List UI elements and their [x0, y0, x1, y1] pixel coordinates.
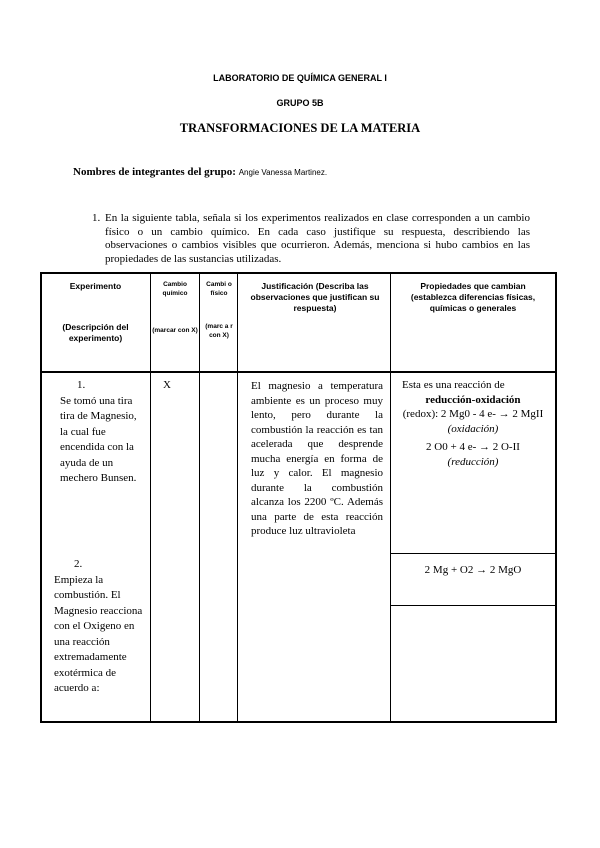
- prop-redox: (redox): 2 Mg0 - 4 e- → 2 MgII: [402, 408, 544, 420]
- instruction: [92, 212, 530, 266]
- header-physical-sub: (marc a r con X): [205, 323, 233, 339]
- members-value: Angie Vanessa Martinez.: [238, 168, 328, 177]
- chemical-mark: X: [163, 379, 171, 391]
- header-chemical-sub: (marcar con X): [152, 327, 198, 334]
- column-divider: [150, 272, 151, 723]
- overall-equation: 2 Mg + O2 → 2 MgO: [424, 564, 522, 576]
- column-divider: [199, 272, 200, 723]
- experiment-cell: [60, 378, 146, 487]
- table-border-top: [40, 272, 556, 274]
- header-physical: Cambi o físico: [206, 281, 232, 297]
- row-divider: [390, 553, 556, 554]
- properties-cell: [394, 378, 552, 469]
- header-experiment: Experimento: [69, 281, 122, 291]
- prop-oxidation: (oxidación): [447, 422, 499, 435]
- prop-reduction-eq: 2 O0 + 4 e- → 2 O-II: [426, 441, 520, 453]
- instruction-number: 1.: [92, 212, 101, 224]
- table-border-left: [40, 272, 42, 723]
- step1-text: Se tomó una tira tira de Magnesio, la cual fue encendida con la ayuda de un mechero Bunsen.: [60, 394, 137, 484]
- members-line: [73, 166, 327, 178]
- row-divider: [390, 605, 556, 606]
- prop-bold: reducción-oxidación: [425, 393, 521, 406]
- lab-title: LABORATORIO DE QUÍMICA GENERAL I: [213, 73, 387, 83]
- column-divider: [237, 272, 238, 723]
- prop-intro: Esta es una reacción de: [402, 379, 505, 391]
- header-chemical: Cambio químico: [162, 281, 188, 297]
- justification-cell: El magnesio a temperatura ambiente es un proceso muy lento, pero durante la combustión la reacción es tan acelerada que desprende mucha energía en forma de luz y calor. El magnesio durante la combustión alcanza los 2200 ºC. Además una parte de esta reacción produce luz ultravioleta: [251, 380, 383, 537]
- document-title: TRANSFORMACIONES DE LA MATERIA: [179, 121, 421, 135]
- prop-reduction: (reducción): [447, 455, 499, 468]
- step1-number: 1.: [77, 379, 86, 391]
- group-title: GRUPO 5B: [276, 98, 324, 108]
- table-border-bottom: [40, 721, 556, 723]
- table-header-divider: [40, 371, 556, 373]
- header-properties: Propiedades que cambian (establezca diferencias físicas, químicas o generales: [410, 281, 536, 313]
- table-border-right: [555, 272, 557, 723]
- column-divider: [390, 272, 391, 723]
- members-label: Nombres de integrantes del grupo:: [73, 166, 236, 178]
- step2-text: Empieza la combustión. El Magnesio reacciona con el Oxigeno en una reacción extremadamente exotérmica de acuerdo a:: [54, 573, 143, 694]
- header-experiment-sub: (Descripción del experimento): [62, 322, 129, 343]
- step2-number: 2.: [74, 558, 83, 570]
- instruction-text: En la siguiente tabla, señala si los experimentos realizados en clase corresponden a un cambio físico o un cambio químico. En cada caso justifique su respuesta, describiendo las observaciones o cambios visibles que ocurrieron. Además, menciona si hubo cambios en las propiedades de las sustancias utilizadas.: [105, 212, 530, 265]
- header-justification: Justificación (Describa las observaciones que justifican su respuesta): [250, 281, 380, 313]
- experiment-cell-step2: [54, 557, 146, 697]
